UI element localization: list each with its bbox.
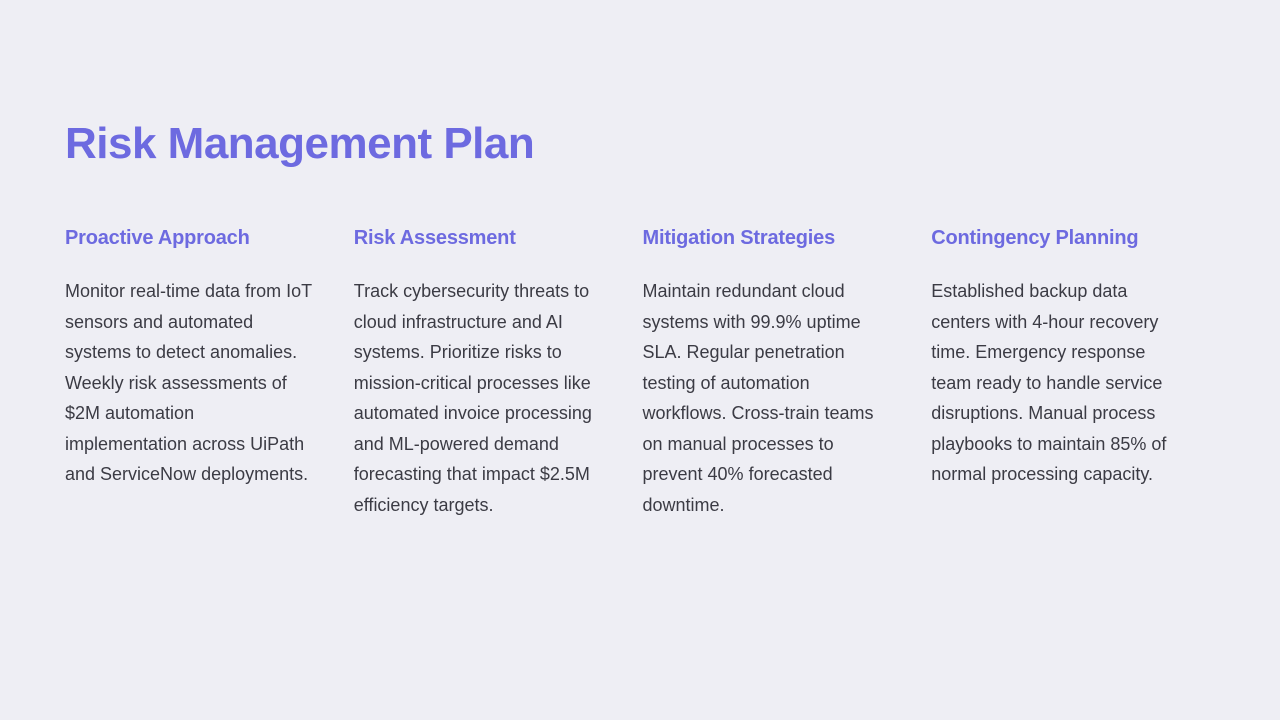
column-heading: Mitigation Strategies — [642, 227, 835, 249]
column-risk-assessment — [354, 226, 643, 520]
column-list — [65, 226, 1220, 520]
column-body: Monitor real-time data from IoT sensors and automated systems to detect anomalies. Weekly risk assessments of $2M automation implementation across UiPath and ServiceNow deployments. — [65, 281, 312, 484]
column-heading: Proactive Approach — [65, 227, 250, 249]
column-proactive-approach — [65, 226, 354, 520]
column-body: Track cybersecurity threats to cloud infrastructure and AI systems. Prioritize risks to mission-critical processes like automated invoice processing and ML-powered demand forecasting that impact $2.5M efficiency targets. — [353, 281, 592, 515]
column-heading: Risk Assessment — [353, 227, 516, 249]
column-body: Established backup data centers with 4-hour recovery time. Emergency response team ready to handle service disruptions. Manual process playbooks to maintain 85% of normal processing capacity. — [931, 281, 1167, 484]
column-contingency-planning — [931, 226, 1220, 520]
column-heading: Contingency Planning — [931, 227, 1139, 249]
column-mitigation-strategies — [643, 226, 932, 520]
column-body: Maintain redundant cloud systems with 99.9% uptime SLA. Regular penetration testing of automation workflows. Cross-train teams on manual processes to prevent 40% forecasted downtime. — [642, 281, 874, 515]
page-title: Risk Management Plan — [65, 119, 535, 168]
